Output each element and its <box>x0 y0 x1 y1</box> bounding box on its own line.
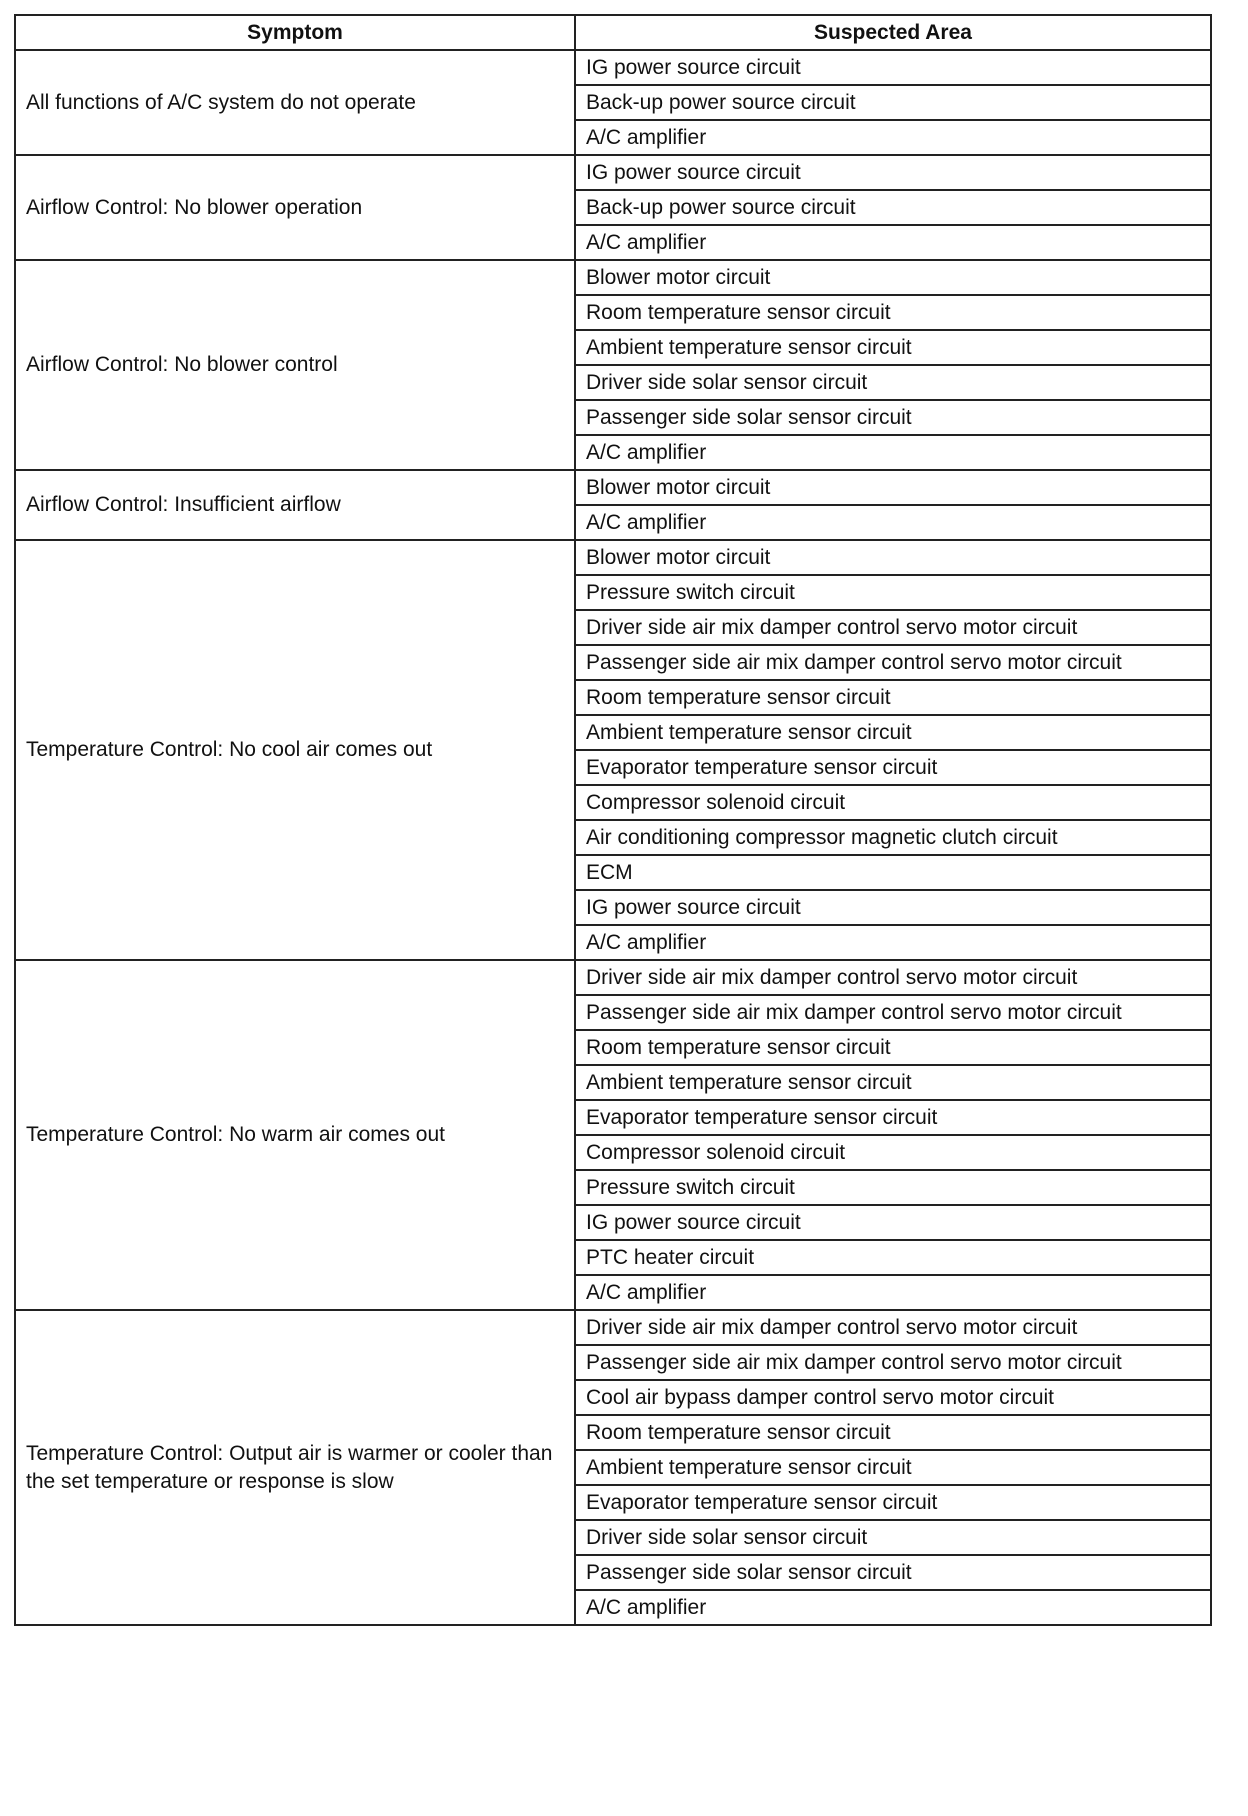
suspected-area-cell: Back-up power source circuit <box>575 85 1211 120</box>
suspected-area-cell: Room temperature sensor circuit <box>575 1030 1211 1065</box>
suspected-area-cell: Cool air bypass damper control servo motor circuit <box>575 1380 1211 1415</box>
suspected-area-cell: Ambient temperature sensor circuit <box>575 1450 1211 1485</box>
table-row <box>15 960 1211 995</box>
table-row <box>15 155 1211 190</box>
suspected-area-cell: Pressure switch circuit <box>575 575 1211 610</box>
suspected-area-cell: A/C amplifier <box>575 435 1211 470</box>
suspected-area-cell: A/C amplifier <box>575 225 1211 260</box>
suspected-area-cell: Blower motor circuit <box>575 470 1211 505</box>
suspected-area-cell: Room temperature sensor circuit <box>575 680 1211 715</box>
table-row <box>15 1310 1211 1345</box>
suspected-area-cell: Passenger side solar sensor circuit <box>575 400 1211 435</box>
symptom-cell: Temperature Control: No warm air comes out <box>15 960 575 1310</box>
suspected-area-cell: Passenger side air mix damper control servo motor circuit <box>575 645 1211 680</box>
suspected-area-cell: A/C amplifier <box>575 505 1211 540</box>
table-row <box>15 260 1211 295</box>
symptom-cell: Airflow Control: No blower operation <box>15 155 575 260</box>
symptom-header: Symptom <box>15 15 575 50</box>
suspected-area-cell: Evaporator temperature sensor circuit <box>575 750 1211 785</box>
suspected-area-cell: Driver side air mix damper control servo motor circuit <box>575 960 1211 995</box>
suspected-area-cell: Passenger side air mix damper control servo motor circuit <box>575 1345 1211 1380</box>
suspected-area-cell: Evaporator temperature sensor circuit <box>575 1485 1211 1520</box>
suspected-area-cell: IG power source circuit <box>575 890 1211 925</box>
suspected-area-cell: A/C amplifier <box>575 120 1211 155</box>
suspected-area-cell: Room temperature sensor circuit <box>575 295 1211 330</box>
symptom-cell: Temperature Control: No cool air comes out <box>15 540 575 960</box>
table-row <box>15 50 1211 85</box>
suspected-area-cell: IG power source circuit <box>575 50 1211 85</box>
suspected-area-cell: Back-up power source circuit <box>575 190 1211 225</box>
suspected-area-cell: Ambient temperature sensor circuit <box>575 330 1211 365</box>
suspected-area-cell: PTC heater circuit <box>575 1240 1211 1275</box>
suspected-area-cell: Driver side solar sensor circuit <box>575 1520 1211 1555</box>
suspected-area-cell: Compressor solenoid circuit <box>575 1135 1211 1170</box>
suspected-area-cell: IG power source circuit <box>575 1205 1211 1240</box>
suspected-area-cell: Blower motor circuit <box>575 260 1211 295</box>
suspected-area-cell: A/C amplifier <box>575 1275 1211 1310</box>
suspected-area-cell: IG power source circuit <box>575 155 1211 190</box>
table-row <box>15 540 1211 575</box>
suspected-area-cell: ECM <box>575 855 1211 890</box>
suspected-area-cell: A/C amplifier <box>575 925 1211 960</box>
header-row <box>15 15 1211 50</box>
suspected-area-cell: Blower motor circuit <box>575 540 1211 575</box>
suspected-area-cell: Passenger side solar sensor circuit <box>575 1555 1211 1590</box>
suspected-area-cell: Driver side solar sensor circuit <box>575 365 1211 400</box>
suspected-area-header: Suspected Area <box>575 15 1211 50</box>
suspected-area-cell: Pressure switch circuit <box>575 1170 1211 1205</box>
table-body <box>15 50 1211 1625</box>
suspected-area-cell: A/C amplifier <box>575 1590 1211 1625</box>
suspected-area-cell: Ambient temperature sensor circuit <box>575 1065 1211 1100</box>
symptom-cell: All functions of A/C system do not operate <box>15 50 575 155</box>
suspected-area-cell: Ambient temperature sensor circuit <box>575 715 1211 750</box>
symptom-table <box>14 14 1212 1626</box>
table-row <box>15 470 1211 505</box>
suspected-area-cell: Room temperature sensor circuit <box>575 1415 1211 1450</box>
suspected-area-cell: Driver side air mix damper control servo motor circuit <box>575 1310 1211 1345</box>
symptom-cell: Airflow Control: No blower control <box>15 260 575 470</box>
suspected-area-cell: Passenger side air mix damper control servo motor circuit <box>575 995 1211 1030</box>
symptom-cell: Temperature Control: Output air is warmer or cooler than the set temperature or response is slow <box>15 1310 575 1625</box>
symptom-cell: Airflow Control: Insufficient airflow <box>15 470 575 540</box>
suspected-area-cell: Compressor solenoid circuit <box>575 785 1211 820</box>
suspected-area-cell: Evaporator temperature sensor circuit <box>575 1100 1211 1135</box>
suspected-area-cell: Air conditioning compressor magnetic clutch circuit <box>575 820 1211 855</box>
suspected-area-cell: Driver side air mix damper control servo motor circuit <box>575 610 1211 645</box>
